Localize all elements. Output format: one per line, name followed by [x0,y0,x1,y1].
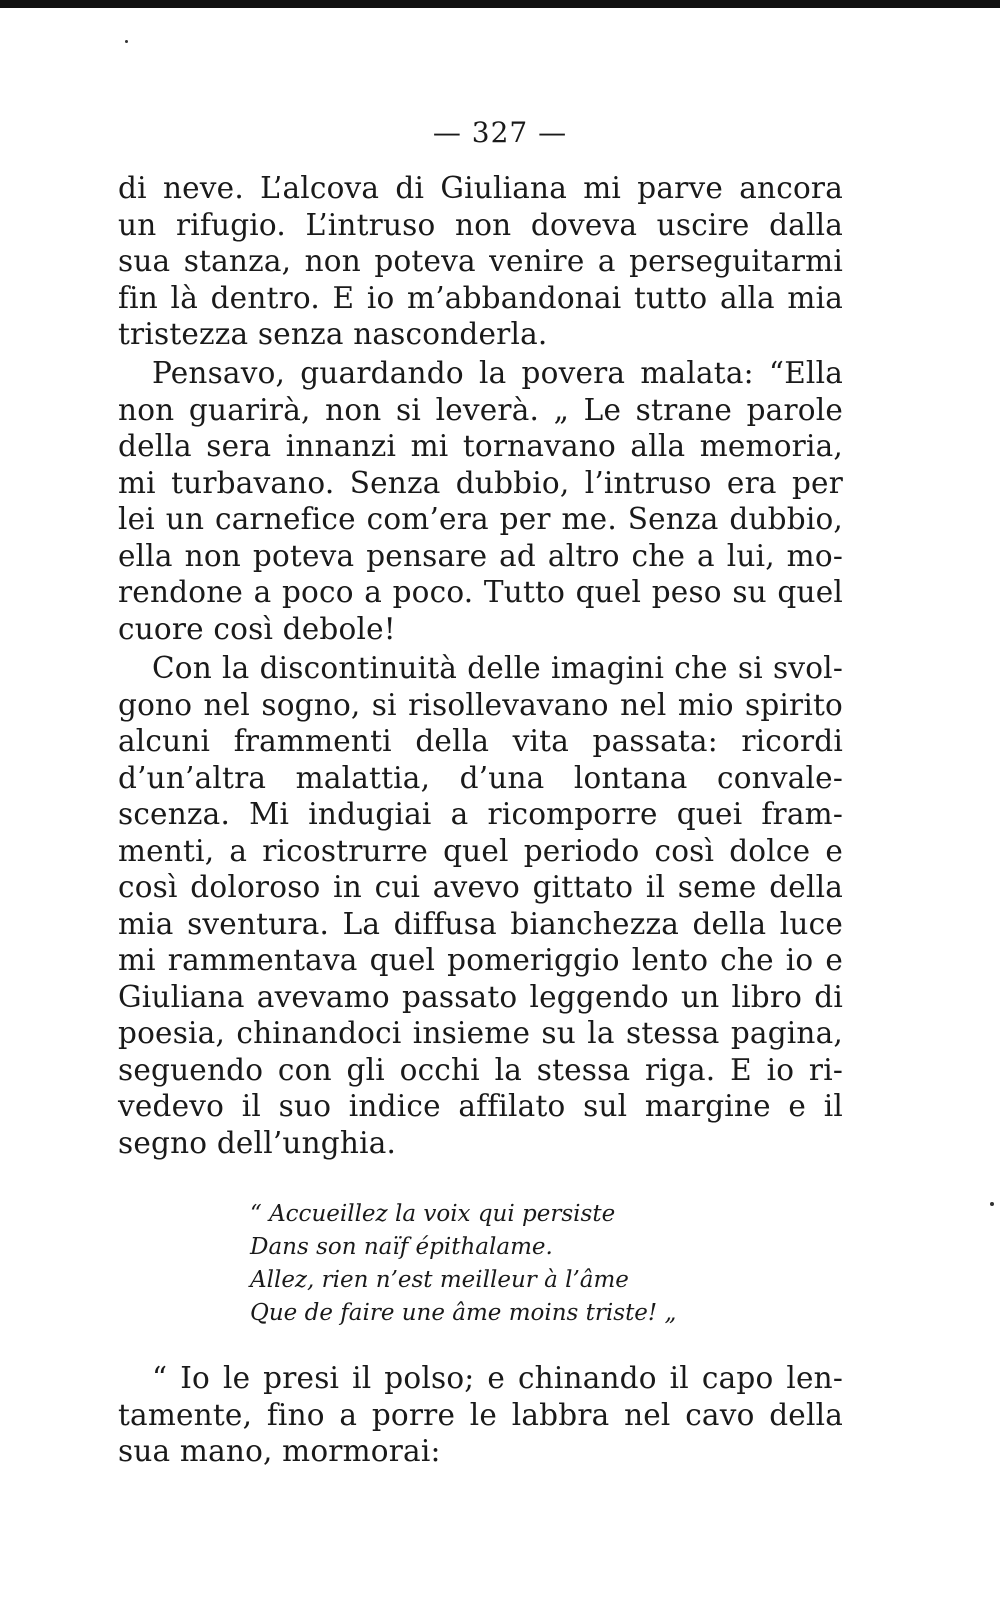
poem-verse: Dans son naïf épithalame. [250,1234,553,1260]
text-line: vedevo il suo indice affilato sul margine e il [118,1089,843,1123]
text-line: segno dell’unghia. [118,1125,397,1160]
paragraph-4 [118,1360,843,1470]
text-line: mi rammentava quel pomeriggio lento che io e [118,943,843,977]
text-line: scenza. Mi indugiai a ricomporre quei fram- [118,797,843,831]
paragraph-2 [118,355,843,647]
text-line: rendone a poco a poco. Tutto quel peso su quel [118,575,843,609]
text-line: non guarirà, non si leverà. „ Le strane parole [118,392,843,427]
paragraph-1 [118,170,843,353]
text-line: Pensavo, guardando la povera malata: “Ella [152,356,843,390]
text-line: mia sventura. La diffusa bianchezza della luce [118,906,843,941]
poem-verse: “ Accueillez la voix qui persiste [250,1201,616,1227]
text-line: di neve. L’alcova di Giuliana mi parve ancora [118,171,843,205]
poem-quotation [250,1198,676,1330]
text-line: della sera innanzi mi tornavano alla memoria, [118,429,843,463]
text-line: sua stanza, non poteva venire a perseguitarmi [118,244,843,278]
poem-verse: Que de faire une âme moins triste! „ [250,1300,677,1326]
text-line: cuore così debole! [118,611,396,646]
text-line: tristezza senza nasconderla. [118,317,548,351]
text-line: “ Io le presi il polso; e chinando il capo len- [152,1361,843,1395]
text-line: d’un’altra malattia, d’una lontana convale- [118,760,843,795]
text-line: Giuliana avevamo passato leggendo un libro di [118,979,843,1014]
poem-verse: Allez, rien n’est meilleur à l’âme [250,1267,629,1293]
ink-speck [990,1202,994,1206]
text-line: mi turbavano. Senza dubbio, l’intruso era per [118,465,843,500]
page-number: — 327 — [432,116,568,149]
text-line: alcuni frammenti della vita passata: ricordi [118,724,843,758]
text-line: Con la discontinuità delle imagini che si svol- [152,651,843,685]
text-line: sua mano, mormorai: [118,1434,441,1468]
paragraph-3 [118,650,843,1161]
text-line: tamente, fino a porre le labbra nel cavo della [118,1397,843,1432]
text-line: poesia, chinandoci insieme su la stessa pagina, [118,1016,843,1050]
text-line: lei un carnefice com’era per me. Senza dubbio, [118,502,843,536]
text-line: ella non poteva pensare ad altro che a lui, mo- [118,538,843,573]
text-line: gono nel sogno, si risollevavano nel mio spirito [118,687,843,722]
text-line: fin là dentro. E io m’abbandonai tutto alla mia [118,280,843,315]
ink-speck [125,40,128,43]
top-page-edge [0,0,1000,8]
text-line: menti, a ricostrurre quel periodo così dolce e [118,833,843,868]
text-line: così doloroso in cui avevo gittato il seme della [118,870,843,904]
text-line: un rifugio. L’intruso non doveva uscire dalla [118,207,843,242]
text-line: seguendo con gli occhi la stessa riga. E io ri- [118,1052,843,1087]
